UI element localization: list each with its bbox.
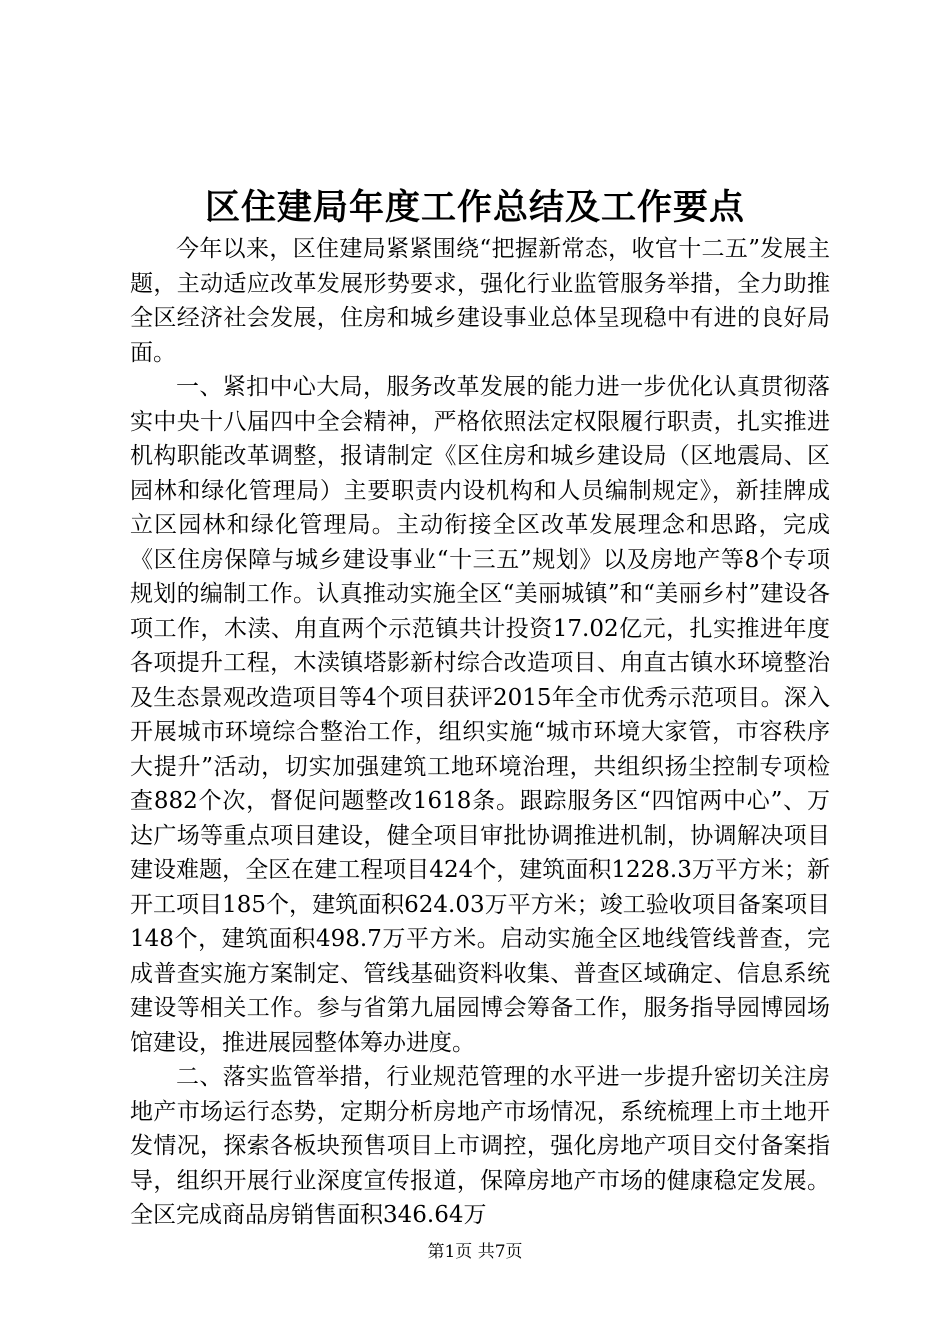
- page-number-footer: 第1页 共7页: [427, 1242, 523, 1262]
- paragraph-section-two: 二、落实监管举措，行业规范管理的水平进一步提升密切关注房地产市场运行态势，定期分析房地产市场情况，系统梳理上市土地开发情况，探索各板块预售项目上市调控，强化房地产项目交付备案指导，组织开展行业深度宣传报道，保障房地产市场的健康稳定发展。全区完成商品房销售面积346.64万: [130, 1064, 830, 1228]
- paragraph-intro: 今年以来，区住建局紧紧围绕“把握新常态，收官十二五”发展主题，主动适应改革发展形势要求，强化行业监管服务举措，全力助推全区经济社会发展，住房和城乡建设事业总体呈现稳中有进的良好局面。: [130, 236, 830, 366]
- paragraph-section-one: 一、紧扣中心大局，服务改革发展的能力进一步优化认真贯彻落实中央十八届四中全会精神，严格依照法定权限履行职责，扎实推进机构职能改革调整，报请制定《区住房和城乡建设局（区地震局、区园林和绿化管理局）主要职责内设机构和人员编制规定》，新挂牌成立区园林和绿化管理局。主动衔接全区改革发展理念和思路，完成《区住房保障与城乡建设事业“十三五”规划》以及房地产等8个专项规划的编制工作。认真推动实施全区“美丽城镇”和“美丽乡村”建设各项工作，木渎、甪直两个示范镇共计投资17.02亿元，扎实推进年度各项提升工程，木渎镇塔影新村综合改造项目、甪直古镇水环境整治及生态景观改造项目等4个项目获评2015年全市优秀示范项目。深入开展城市环境综合整治工作，组织实施“城市环境大家管，市容秩序大提升”活动，切实加强建筑工地环境治理，共组织扬尘控制专项检查882个次，督促问题整改1618条。跟踪服务区“四馆两中心”、万达广场等重点项目建设，健全项目审批协调推进机制，协调解决项目建设难题，全区在建工程项目424个，建筑面积1228.3万平方米；新开工项目185个，建筑面积624.03万平方米；竣工验收项目备案项目148个，建筑面积498.7万平方米。启动实施全区地线管线普查，完成普查实施方案制定、管线基础资料收集、普查区域确定、信息系统建设等相关工作。参与省第九届园博会筹备工作，服务指导园博园场馆建设，推进展园整体筹办进度。: [130, 374, 830, 1056]
- document-title: 区住建局年度工作总结及工作要点: [204, 187, 745, 228]
- document-body: [130, 232, 830, 1233]
